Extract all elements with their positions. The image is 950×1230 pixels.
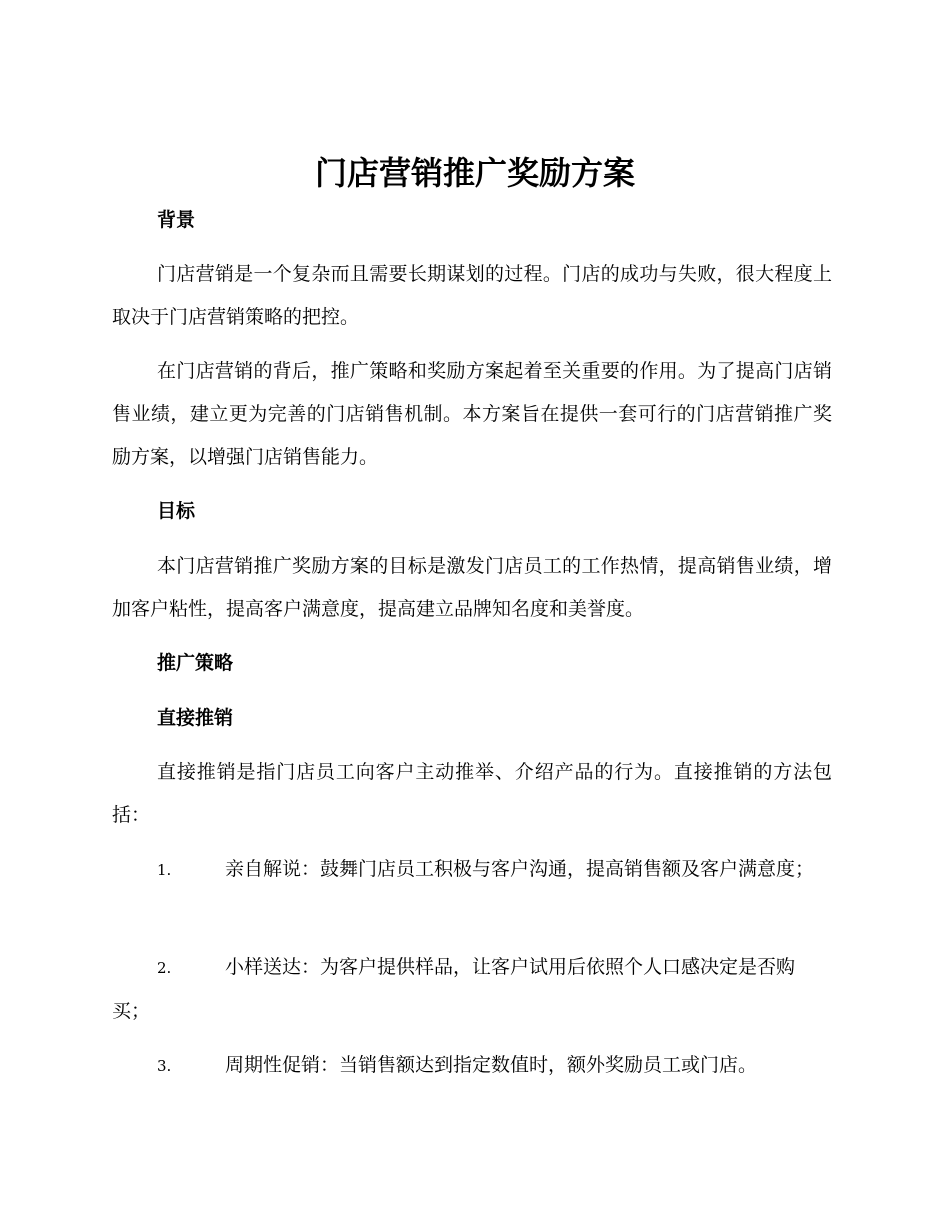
direct-sales-paragraph: 直接推销是指门店员工向客户主动推举、介绍产品的行为。直接推销的方法包括： — [112, 761, 832, 826]
background-paragraph-1: 门店营销是一个复杂而且需要长期谋划的过程。门店的成功与失败，很大程度上取决于门店营销策略的把控。 — [112, 263, 832, 328]
section-heading-goal: 目标 — [157, 500, 196, 522]
list-item-number: 3. — [157, 1057, 172, 1075]
document-title: 门店营销推广奖励方案 — [314, 154, 635, 192]
list-item — [112, 848, 832, 892]
list-item-number: 1. — [157, 861, 172, 879]
background-paragraph-2: 在门店营销的背后，推广策略和奖励方案起着至关重要的作用。为了提高门店销售业绩，建立更为完善的门店销售机制。本方案旨在提供一套可行的门店营销推广奖励方案，以增强门店销售能力。 — [112, 360, 832, 468]
list-item — [112, 946, 832, 1033]
list-item-text: 周期性促销：当销售额达到指定数值时，额外奖励员工或门店。 — [225, 1054, 758, 1076]
goal-paragraph: 本门店营销推广奖励方案的目标是激发门店员工的工作热情，提高销售业绩，增加客户粘性，提高客户满意度，提高建立品牌知名度和美誉度。 — [112, 555, 832, 620]
section-heading-background: 背景 — [157, 209, 196, 231]
list-item-number: 2. — [157, 959, 172, 977]
section-heading-direct-sales: 直接推销 — [157, 707, 234, 729]
section-heading-strategy: 推广策略 — [157, 652, 234, 674]
list-item-text: 小样送达：为客户提供样品，让客户试用后依照个人口感决定是否购买； — [112, 956, 796, 1022]
list-item — [112, 1044, 832, 1088]
list-item-text: 亲自解说：鼓舞门店员工积极与客户沟通，提高销售额及客户满意度； — [225, 858, 815, 880]
